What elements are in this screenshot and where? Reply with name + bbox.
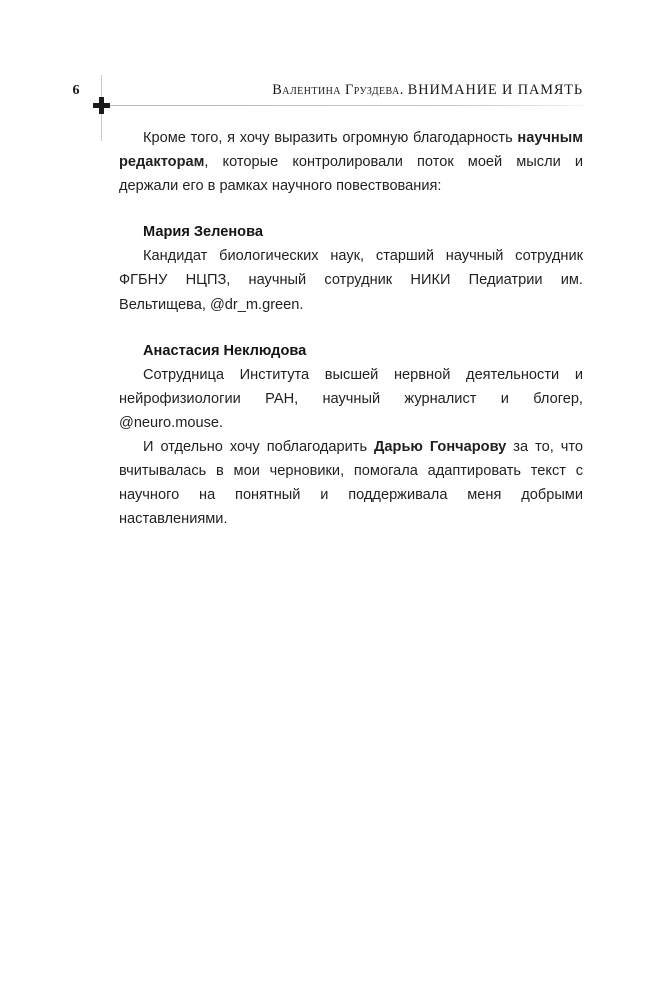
section-spacer [119,317,583,339]
section-spacer [119,198,583,220]
intro-tail-text: , которые контролировали поток моей мысли и держали его в рамках научного повествования: [119,154,583,195]
editor-name-maria-zelenova: Мария Зеленова [143,224,263,241]
closing-tail-text: за то, что вчитывалась в мои черновики, помогала адаптировать текст с научного на понятный и поддерживала меня добрыми наставлениями. [119,439,583,528]
running-head-title [272,81,583,99]
crop-mark-horizontal-line [100,105,584,106]
closing-lead-text: И отдельно хочу поблагодарить [143,439,375,456]
editor-name-anastasia-neklyudova: Анастасия Неклюдова [143,342,307,359]
editor-entry [119,339,583,435]
running-head-book-title: ВНИМАНИЕ И ПАМЯТЬ [407,82,583,98]
intro-lead-text: Кроме того, я хочу выразить огромную благодарность [143,130,518,146]
closing-bold-name: Дарью Гончарову [374,439,507,456]
registration-cross-icon [93,97,110,114]
editor-bio-anastasia-neklyudova: Сотрудница Института высшей нервной деятельности и нейрофизиологии РАН, научный журналист и блогер, @neuro.mouse. [119,366,583,431]
registration-cross-vertical-bar [99,97,104,114]
running-head-author: Валентина Груздева. [272,82,404,98]
editor-entry [119,220,583,316]
editor-bio-maria-zelenova: Кандидат биологических наук, старший научный сотрудник ФГБНУ НЦПЗ, научный сотрудник НИКИ Педиатрии им. Вельтищева, @dr_m.green. [119,248,583,313]
paragraph-intro [119,126,583,198]
page-header [0,0,645,145]
paragraph-closing [119,435,583,531]
intro-bold-phrase: научным редакторам [119,130,583,171]
page-number: 6 [72,83,80,98]
text-column [119,126,583,531]
